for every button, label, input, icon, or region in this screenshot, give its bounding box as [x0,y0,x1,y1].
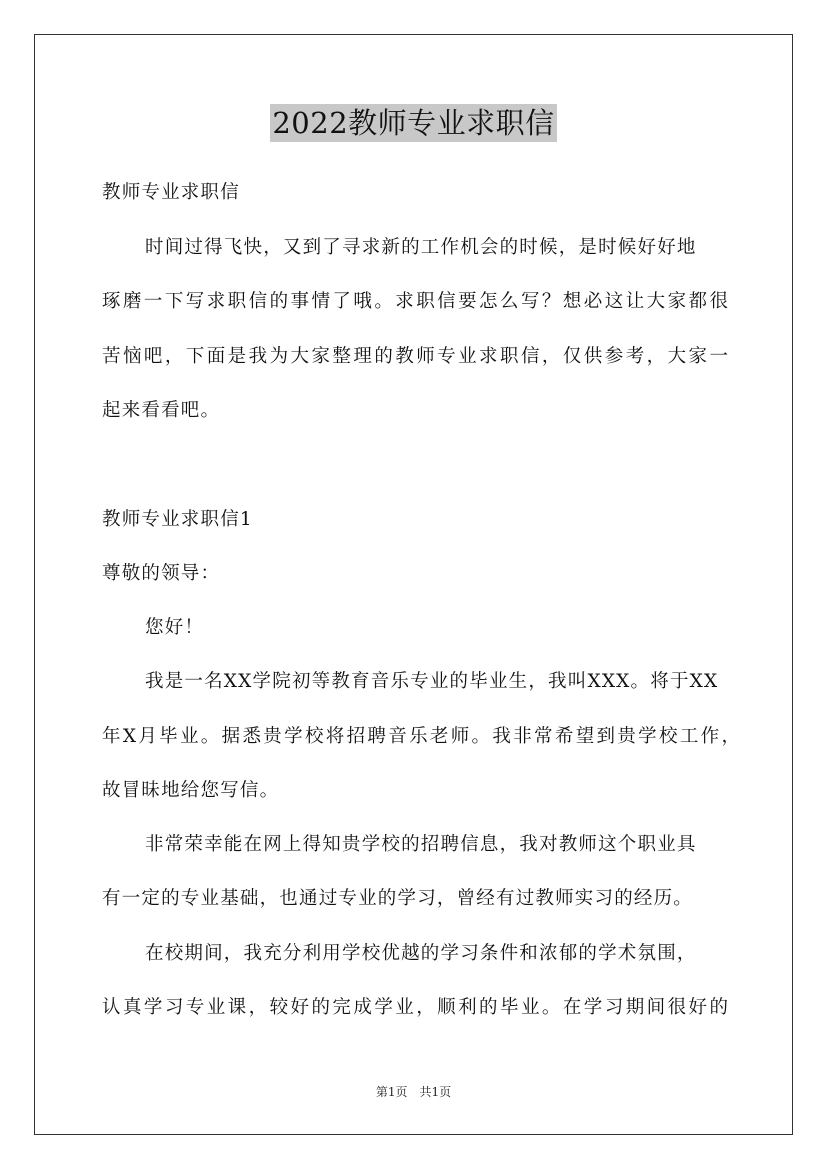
paragraph2-line-1: 非常荣幸能在网上得知贵学校的招聘信息，我对教师这个职业具 [145,834,697,855]
document-title: 2022教师专业求职信 [272,106,555,140]
page-footer: 第1页 共1页 [375,1085,452,1099]
title-container [0,104,827,142]
intro-line-4: 起来看看吧。 [102,400,221,421]
intro-line-3: 苦恼吧，下面是我为大家整理的教师专业求职信，仅供参考，大家一 [102,346,728,367]
greeting: 您好！ [145,617,205,638]
salutation: 尊敬的领导： [102,563,221,584]
intro-line-1: 时间过得飞快，又到了寻求新的工作机会的时候，是时候好好地 [145,237,697,258]
intro-line-2: 琢磨一下写求职信的事情了哦。求职信要怎么写？想必这让大家都很 [102,291,728,312]
paragraph2-line-2: 有一定的专业基础，也通过专业的学习，曾经有过教师实习的经历。 [102,888,694,909]
paragraph3-line-2: 认真学习专业课，较好的完成学业，顺利的毕业。在学习期间很好的 [102,997,728,1018]
paragraph3-line-1: 在校期间，我充分利用学校优越的学习条件和浓郁的学术氛围， [145,943,697,964]
document-subtitle: 教师专业求职信 [102,182,240,203]
section-heading: 教师专业求职信1 [102,509,253,530]
paragraph1-line-3: 故冒昧地给您写信。 [102,780,280,801]
paragraph1-line-1: 我是一名XX学院初等教育音乐专业的毕业生，我叫XXX。将于XX [145,671,719,692]
paragraph1-line-2: 年X月毕业。据悉贵学校将招聘音乐老师。我非常希望到贵学校工作， [102,726,740,747]
